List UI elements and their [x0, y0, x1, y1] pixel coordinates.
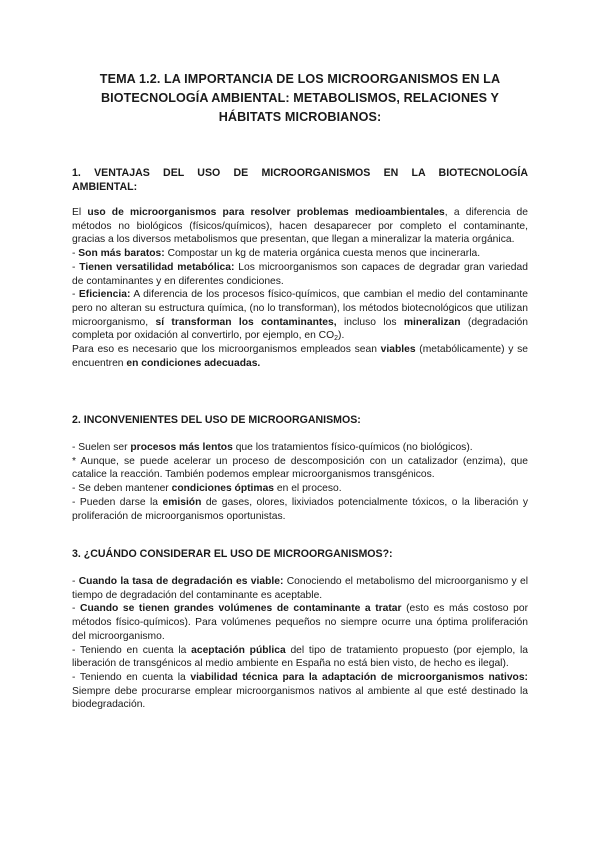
ventaja-versatilidad: - Tienen versatilidad metabólica: Los microorganismos son capaces de degradar gran variedad de contaminantes y en diferentes condiciones.: [72, 261, 528, 287]
section-3-heading: 3. ¿CUÁNDO CONSIDERAR EL USO DE MICROORGANISMOS?:: [72, 548, 393, 560]
section-inconvenientes: [72, 413, 528, 523]
inconveniente-catalizador: * Aunque, se puede acelerar un proceso de descomposición con un catalizador (enzima), que catalice la reacción. También podemos emplear microorganismos transgénicos.: [72, 455, 528, 481]
title-line-3: HÁBITATS MICROBIANOS:: [218, 110, 382, 124]
ventaja-baratos: - Son más baratos: Compostar un kg de materia orgánica cuesta menos que incinerarla.: [72, 248, 481, 260]
ventaja-eficiencia: - Eficiencia: A diferencia de los procesos físico-químicos, que cambian el medio del contaminante pero no alteran su estructura química, (no lo transforman), los métodos biotecnológicos que utilizan microorganismo, sí transforman los contaminantes, incluso los mineralizan (degradación completa por oxidación al convertirlo, por ejemplo, en $CO_2$).: [72, 289, 529, 343]
criterio-aceptacion-publica: - Teniendo en cuenta la aceptación pública del tipo de tratamiento propuesto (por ejemplo, la liberación de transgénicos al medio ambiente en España no está bien visto, de hecho es ilegal).: [72, 644, 528, 670]
intro-paragraph: El uso de microorganismos para resolver problemas medioambientales, a diferencia de métodos no biológicos (físicos/químicos), hacen desaparecer por completo el contaminante, gracias a los diversos metabolismos que presentan, que llegan a mineralizar la materia orgánica.: [72, 207, 528, 246]
criterio-viabilidad-tecnica: - Teniendo en cuenta la viabilidad técnica para la adaptación de microorganismos nativos: Siempre debe procurarse emplear microorganismos nativos al ambiente al que esté destinado la biodegradación.: [72, 671, 528, 711]
viables-paragraph: Para eso es necesario que los microorganismos empleados sean viables (metabólicamente) y se encuentren en condiciones adecuadas.: [72, 344, 528, 369]
criterio-tasa-degradacion: - Cuando la tasa de degradación es viable: Conociendo el metabolismo del microorganismo y el tiempo de degradación del contaminante es aceptable.: [72, 576, 528, 601]
inconveniente-condiciones: - Se deben mantener condiciones óptimas en el proceso.: [72, 483, 342, 495]
inconveniente-emision: - Pueden darse la emisión de gases, olores, lixiviados potencialmente tóxicos, o la liberación y proliferación de microorganismos oportunistas.: [72, 496, 528, 522]
inconveniente-lentos: - Suelen ser procesos más lentos que los tratamientos físico-químicos (no biológicos).: [72, 442, 473, 453]
section-1-heading: [72, 166, 528, 194]
title-line-2: BIOTECNOLOGÍA AMBIENTAL: METABOLISMOS, RELACIONES Y: [100, 91, 500, 105]
criterio-volumenes: - Cuando se tienen grandes volúmenes de contaminante a tratar (esto es más costoso por métodos físico-químicos). Para volúmenes pequeños no siempre ocurre una óptima proliferación del microorganismo.: [72, 603, 528, 642]
title-line-1: TEMA 1.2. LA IMPORTANCIA DE LOS MICROORGANISMOS EN LA: [99, 72, 501, 86]
section-1-heading-line-1: 1. VENTAJAS DEL USO DE MICROORGANISMOS EN LA BIOTECNOLOGÍA: [72, 167, 528, 179]
section-2-heading: 2. INCONVENIENTES DEL USO DE MICROORGANISMOS:: [72, 414, 361, 426]
document-title: [72, 70, 528, 127]
section-ventajas: [72, 166, 528, 370]
section-cuando-considerar: [72, 547, 528, 712]
section-1-heading-line-2: AMBIENTAL:: [72, 181, 138, 193]
